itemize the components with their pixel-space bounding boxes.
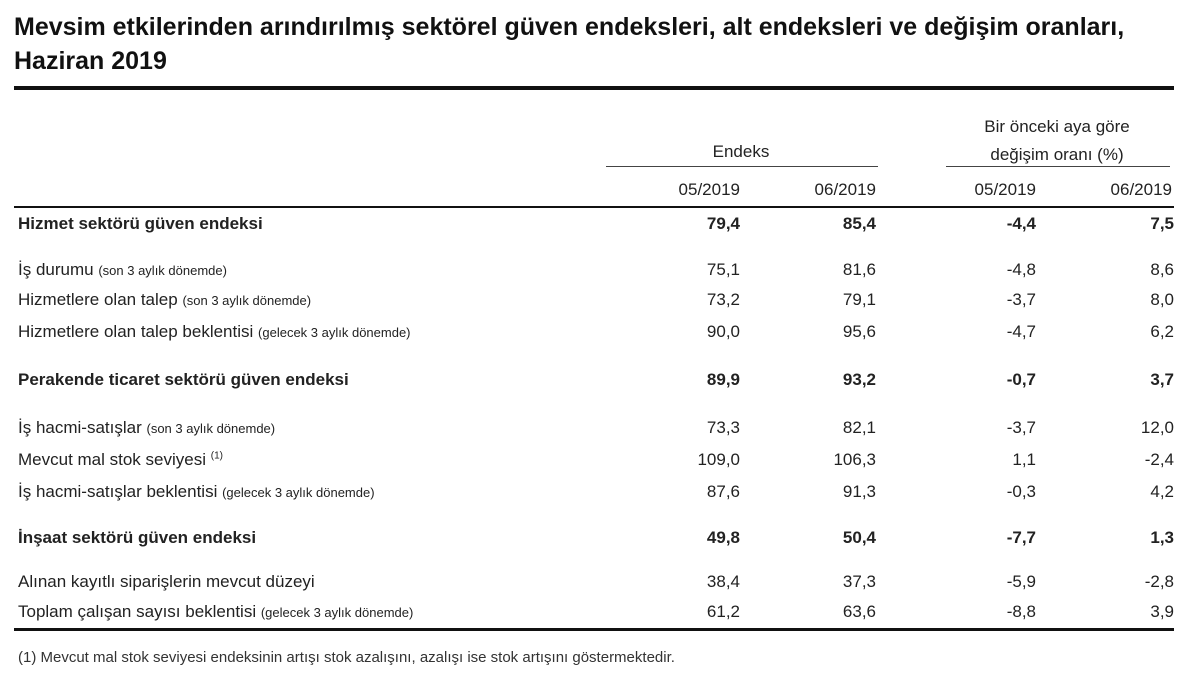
table-row — [14, 418, 1174, 446]
row-value: 106,3 — [833, 450, 876, 469]
row-label-text: Alınan kayıtlı siparişlerin mevcut düzeyi — [18, 572, 315, 591]
row-label-note: (son 3 aylık dönemde) — [98, 263, 227, 278]
row-label-text: İş durumu — [18, 260, 94, 279]
row-value: 1,3 — [1150, 528, 1174, 547]
row-value: 12,0 — [1140, 418, 1174, 437]
table-row — [14, 602, 1174, 630]
row-label — [18, 450, 223, 470]
row-value: 75,1 — [706, 260, 740, 279]
table-row — [14, 214, 1174, 242]
endeks-group-underline — [606, 166, 878, 167]
row-label-note: (gelecek 3 aylık dönemde) — [222, 485, 375, 500]
row-value: 73,2 — [706, 290, 740, 309]
column-header-endeks-06-2019: 06/2019 — [814, 180, 876, 199]
row-label-text: Hizmetlere olan talep — [18, 290, 178, 309]
row-value: 63,6 — [842, 602, 876, 621]
row-label-note: (gelecek 3 aylık dönemde) — [260, 605, 414, 620]
change-header-line2: değişim oranı (%) — [990, 145, 1124, 164]
row-label — [18, 482, 375, 502]
row-value: -4,7 — [1006, 322, 1036, 341]
row-label-note: (son 3 aylık dönemde) — [146, 421, 276, 436]
table-row — [14, 260, 1174, 288]
row-value: -7,7 — [1006, 528, 1036, 547]
row-label — [18, 214, 263, 234]
row-value: 49,8 — [706, 528, 740, 547]
row-value: -2,4 — [1144, 450, 1174, 469]
row-label — [18, 602, 413, 622]
row-value: 38,4 — [706, 572, 740, 591]
column-header-change-05-2019: 05/2019 — [974, 180, 1036, 199]
row-value: 93,2 — [842, 370, 876, 389]
row-label — [18, 370, 349, 390]
column-header-endeks-05-2019: 05/2019 — [678, 180, 740, 199]
table-row — [14, 322, 1174, 350]
table-row — [14, 528, 1174, 556]
column-header-change-06-2019: 06/2019 — [1110, 180, 1172, 199]
row-value: 3,7 — [1150, 370, 1174, 389]
endeks-group-header: Endeks — [712, 142, 770, 161]
table-row — [14, 482, 1174, 510]
row-value: -8,8 — [1006, 602, 1036, 621]
footnote: (1) Mevcut mal stok seviyesi endeksinin artışı stok azalışını, azalışı ise stok artışını göstermektedir. — [18, 649, 675, 666]
row-value: 8,0 — [1150, 290, 1174, 309]
row-value: 87,6 — [706, 482, 740, 501]
change-group-underline — [946, 166, 1170, 167]
row-value: 7,5 — [1150, 214, 1174, 233]
row-label-text: İş hacmi-satışlar beklentisi — [18, 482, 218, 501]
table-row — [14, 370, 1174, 398]
row-label-text: Hizmet sektörü güven endeksi — [18, 214, 263, 233]
table-row — [14, 450, 1174, 478]
row-value: 61,2 — [706, 602, 740, 621]
row-value: 85,4 — [842, 214, 876, 233]
row-label-text: İnşaat sektörü güven endeksi — [18, 528, 257, 547]
row-value: 89,9 — [706, 370, 740, 389]
row-label-note: (gelecek 3 aylık dönemde) — [258, 325, 411, 340]
row-value: -4,8 — [1006, 260, 1036, 279]
row-value: 73,3 — [706, 418, 740, 437]
row-value: 50,4 — [842, 528, 876, 547]
table-row — [14, 290, 1174, 318]
page-title: Mevsim etkilerinden arındırılmış sektörel güven endeksleri, alt endeksleri ve değişim oranları, Haziran 2019 — [14, 13, 1125, 75]
row-value: -0,3 — [1006, 482, 1036, 501]
row-label-text: Hizmetlere olan talep beklentisi — [18, 322, 254, 341]
row-value: 95,6 — [842, 322, 876, 341]
table-bottom-divider — [14, 628, 1174, 631]
row-value: 8,6 — [1150, 260, 1174, 279]
row-label — [18, 290, 311, 310]
row-value: 37,3 — [842, 572, 876, 591]
footnote-marker: (1) — [210, 450, 223, 462]
row-value: -4,4 — [1006, 214, 1036, 233]
row-label-text: Toplam çalışan sayısı beklentisi — [18, 602, 257, 621]
row-value: 79,1 — [842, 290, 876, 309]
row-label-note: (son 3 aylık dönemde) — [182, 293, 312, 308]
row-value: 109,0 — [697, 450, 740, 469]
row-value: -3,7 — [1006, 290, 1036, 309]
title-divider — [14, 86, 1174, 90]
row-value: 79,4 — [706, 214, 740, 233]
row-value: -5,9 — [1006, 572, 1036, 591]
row-label — [18, 260, 227, 280]
row-value: 6,2 — [1150, 322, 1174, 341]
row-label — [18, 322, 411, 342]
row-label — [18, 528, 256, 548]
row-value: -2,8 — [1144, 572, 1174, 591]
row-value: 91,3 — [842, 482, 876, 501]
row-label — [18, 572, 315, 592]
row-label-text: İş hacmi-satışlar — [18, 418, 142, 437]
row-value: 82,1 — [842, 418, 876, 437]
table-row — [14, 572, 1174, 600]
row-label — [18, 418, 275, 438]
row-value: -3,7 — [1006, 418, 1036, 437]
row-value: 81,6 — [842, 260, 876, 279]
header-divider — [14, 206, 1174, 208]
row-value: 3,9 — [1150, 602, 1174, 621]
row-value: -0,7 — [1006, 370, 1036, 389]
row-label-text: Perakende ticaret sektörü güven endeksi — [18, 370, 349, 389]
change-header-line1: Bir önceki aya göre — [984, 117, 1130, 136]
row-value: 90,0 — [706, 322, 740, 341]
change-group-header — [940, 113, 1174, 169]
row-label-text: Mevcut mal stok seviyesi — [18, 450, 206, 469]
row-value: 4,2 — [1150, 482, 1174, 501]
row-value: 1,1 — [1012, 450, 1036, 469]
